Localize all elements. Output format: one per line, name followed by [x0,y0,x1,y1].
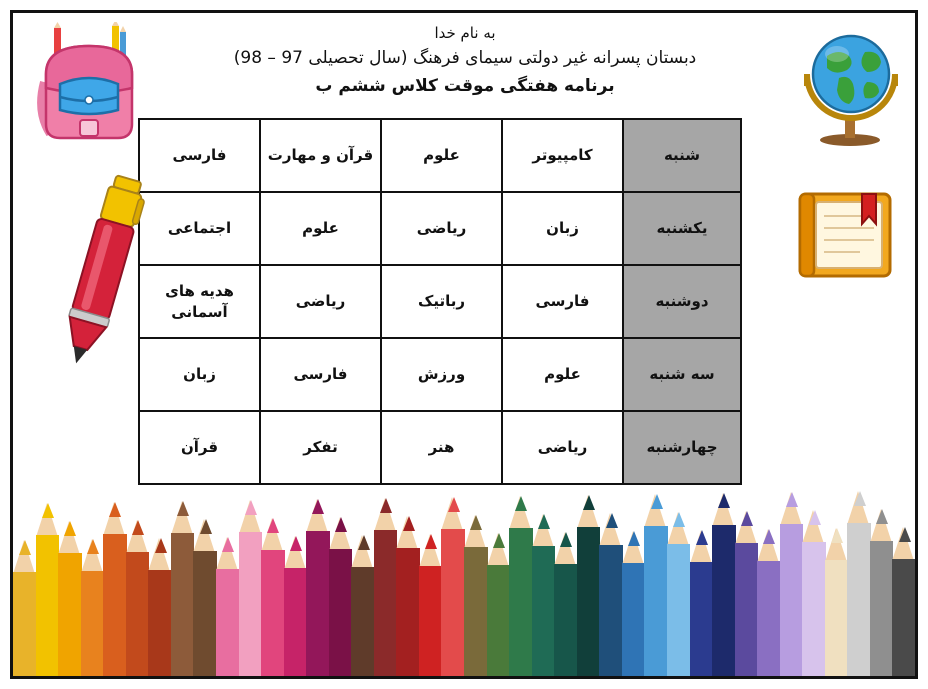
pencil-lead-tip [267,518,279,533]
pencil-lead-tip [290,536,302,551]
pencil-lead-tip [628,531,640,546]
subject-cell: کامپیوتر [502,119,623,192]
pencil-lead-tip [718,493,730,508]
page-title: برنامه هفتگی موقت کلاس ششم ب [315,76,615,96]
pencil-body [825,560,849,676]
subject-cell: زبان [502,192,623,265]
subject-cell: ریاضی [260,265,381,338]
pencil-lead-tip [42,503,54,518]
pencil [329,503,353,676]
subject-cell: رباتیک [381,265,502,338]
pencil [780,478,804,676]
day-cell: دوشنبه [623,265,741,338]
pencil [487,519,511,676]
pencil [306,485,330,676]
pencil-body [690,562,714,676]
pencil-lead-tip [651,494,663,509]
pencil-lead-tip [876,509,888,524]
pencil-lead-tip [448,497,460,512]
subject-cell: تفکر [260,411,381,484]
pencil-body [239,532,263,676]
pencil-body [532,546,556,676]
pencil-body [735,543,759,676]
pencil [261,504,285,676]
pencil-body [13,572,37,676]
pencil-lead-tip [470,515,482,530]
pencil-body [757,561,781,676]
pencil-body [306,531,330,676]
pencil-lead-tip [200,519,212,534]
subject-cell: علوم [502,338,623,411]
pencil [599,499,623,676]
pencil-lead-tip [560,532,572,547]
pencil [622,517,646,676]
pencil-lead-tip [19,540,31,555]
pencil-lead-tip [899,527,911,542]
pencil [802,496,826,676]
pencil-lead-tip [786,492,798,507]
pencil [667,498,691,676]
day-cell: شنبه [623,119,741,192]
subject-cell: قرآن [139,411,260,484]
pencil-body [464,547,488,676]
pencil-body [171,533,195,676]
pencil-lead-tip [380,498,392,513]
day-cell: سه شنبه [623,338,741,411]
pencil-lead-tip [809,510,821,525]
pencil [284,522,308,676]
pencil [509,482,533,676]
pencil-body [802,542,826,676]
pencil-lead-tip [538,514,550,529]
pencil [757,515,781,676]
pencil-body [622,563,646,676]
backpack-icon [24,22,154,152]
pencil-body [892,559,915,676]
pencil-body [419,566,443,676]
pencil-lead-tip [87,539,99,554]
pencil-lead-tip [132,520,144,535]
pencil-body [284,568,308,676]
subject-cell: علوم [260,192,381,265]
pencil-body [577,527,601,676]
pencil-lead-tip [109,502,121,517]
table-row [139,119,741,192]
pencil [690,516,714,676]
pencil-body [599,545,623,676]
pencil-body [509,528,533,676]
school-name-text: دبستان پسرانه غیر دولتی سیمای فرهنگ (سال تحصیلی 97 – 98) [233,48,697,68]
pen-icon [46,170,166,370]
pencil-body [396,548,420,676]
subject-cell: هنر [381,411,502,484]
pencil [13,526,37,676]
pencil [464,501,488,676]
pencil-lead-tip [335,517,347,532]
pencil [239,486,263,676]
pencil [36,489,60,676]
pencil-body [81,571,105,676]
pencil [644,480,668,676]
pencil [58,507,82,676]
pencil-body [487,565,511,676]
pencil-lead-tip [155,538,167,553]
pencil-lead-tip [606,513,618,528]
pencil-lead-tip [64,521,76,536]
pencil-lead-tip [245,500,257,515]
pencil-body [667,544,691,676]
subject-cell: فارسی [139,119,260,192]
pencil [554,518,578,676]
pencil-body [36,535,60,676]
subject-cell: علوم [381,119,502,192]
pencil [870,495,894,676]
day-cell: چهارشنبه [623,411,741,484]
table-row [139,338,741,411]
pencil-body [329,549,353,676]
pencil [374,484,398,676]
weekly-schedule-container [165,118,742,485]
pencil-lead-tip [696,530,708,545]
pencil [81,525,105,676]
pencil [577,481,601,676]
pencil [351,521,375,676]
pencil-body [148,570,172,676]
pencil-lead-tip [425,534,437,549]
pencil-body [126,552,150,676]
pencil-lead-tip [673,512,685,527]
pencil-body [193,551,217,676]
pencil [396,502,420,676]
pencil [847,477,871,676]
pencil [532,500,556,676]
day-cell: یکشنبه [623,192,741,265]
pencil-lead-tip [312,499,324,514]
pencil-body [58,553,82,676]
subject-cell: فارسی [260,338,381,411]
pencil-body [870,541,894,676]
pencil-body [261,550,285,676]
pencil-body [554,564,578,676]
table-row [139,265,741,338]
pencil [712,479,736,676]
subject-cell: قرآن و مهارت [260,119,381,192]
pencil-body [216,569,240,676]
pencil-lead-tip [741,511,753,526]
subject-cell: هدیه های آسمانی [139,265,260,338]
book-icon [790,180,900,290]
pencil-body [847,523,871,676]
document-header [180,24,750,96]
pencil-lead-tip [177,501,189,516]
subject-cell: ریاضی [381,192,502,265]
pencil-body [780,524,804,676]
pencil [735,497,759,676]
pencil-body [712,525,736,676]
pencil-body [644,526,668,676]
pencil-lead-tip [515,496,527,511]
pencil-body [374,530,398,676]
pencil [419,520,443,676]
colored-pencils-row [13,446,915,676]
table-row [139,192,741,265]
pencil [441,483,465,676]
subject-cell: زبان [139,338,260,411]
pencil-body [441,529,465,676]
pencil-lead-tip [763,529,775,544]
pencil [825,514,849,676]
pencil-lead-tip [358,535,370,550]
pencil [171,487,195,676]
pencil-lead-tip [583,495,595,510]
subject-cell: فارسی [502,265,623,338]
pencil [892,513,915,676]
subject-cell: اجتماعی [139,192,260,265]
subject-cell: ورزش [381,338,502,411]
pencil-body [351,567,375,676]
globe-icon [793,22,908,147]
pencil [148,524,172,676]
pencil-lead-tip [831,528,843,543]
pencil [103,488,127,676]
pencil [193,505,217,676]
bismillah-text: به نام خدا [434,24,496,42]
pencil [126,506,150,676]
pencil-body [103,534,127,676]
pencil-lead-tip [493,533,505,548]
pencil [216,523,240,676]
weekly-schedule-table [138,118,742,485]
pencil-lead-tip [854,491,866,506]
subject-cell: ریاضی [502,411,623,484]
pencil-lead-tip [403,516,415,531]
pencil-lead-tip [222,537,234,552]
